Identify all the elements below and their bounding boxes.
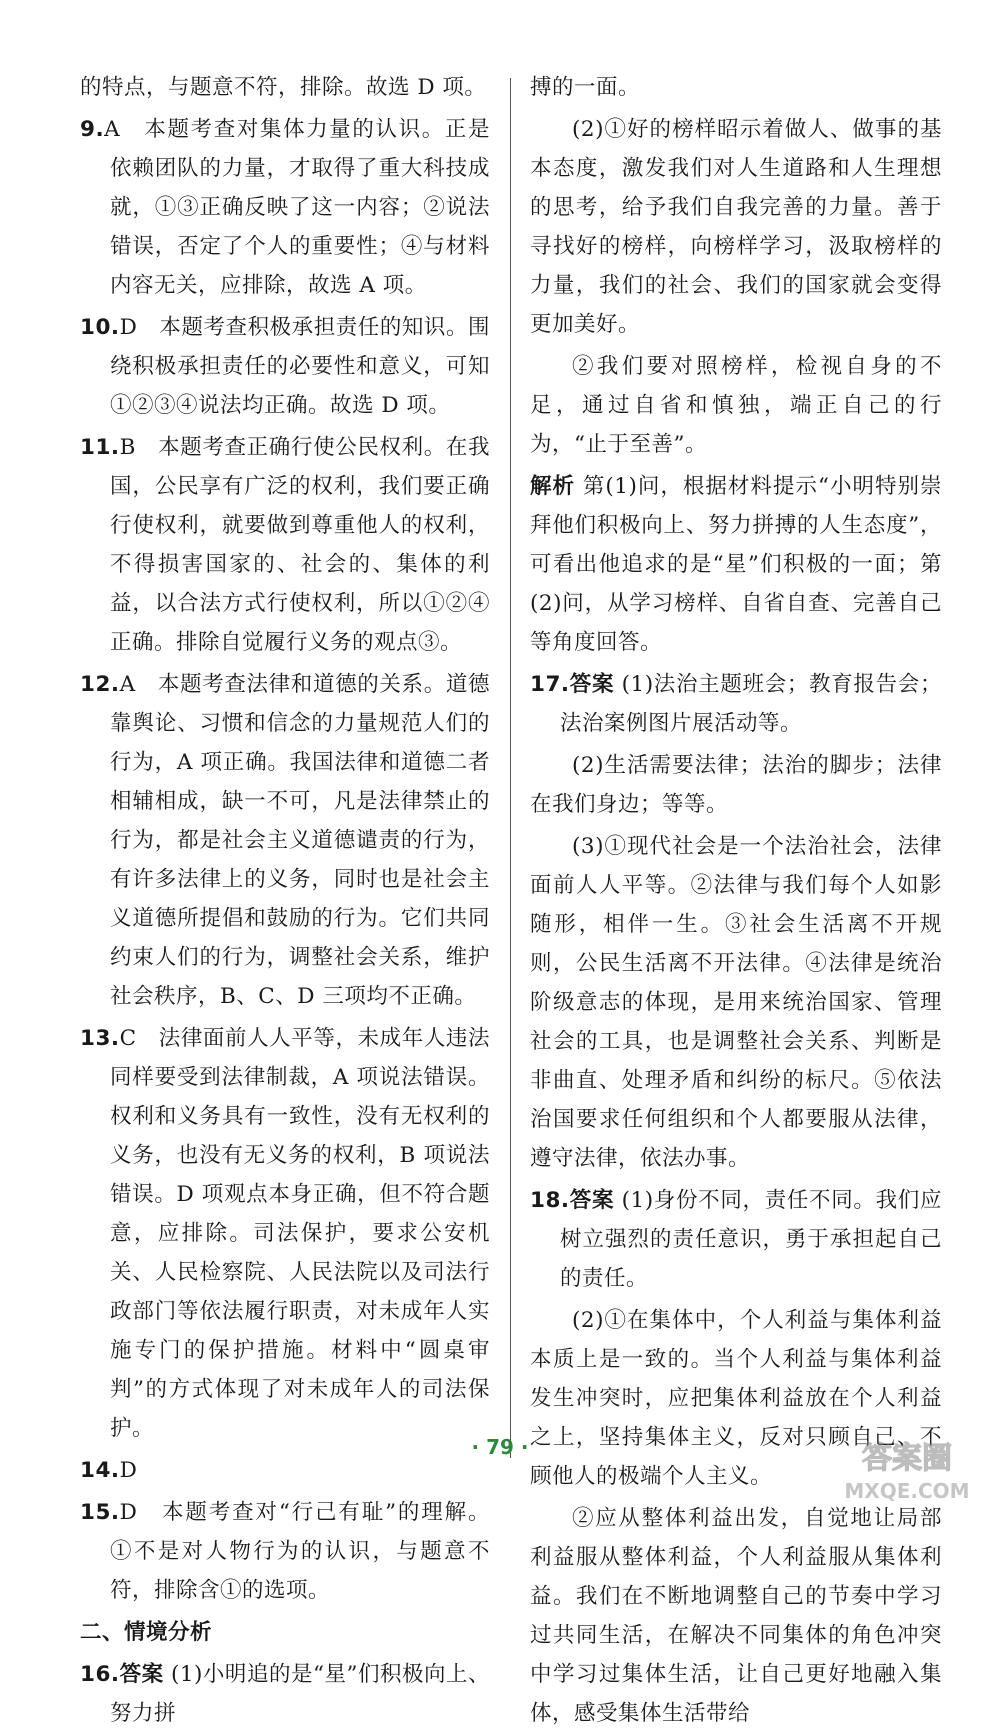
item-text: (1)身份不同，责任不同。我们应树立强烈的责任意识，勇于承担起自己的责任。 bbox=[560, 1188, 942, 1291]
item-number: 14. bbox=[80, 1458, 120, 1483]
answer-item-10 bbox=[80, 308, 490, 425]
answer-label: 答案 bbox=[569, 1188, 615, 1213]
analysis-text: 第(1)问，根据材料提示“小明特别崇拜他们积极向上、努力拼搏的人生态度”，可看出他追求的是“星”们积极的一面；第(2)问，从学习榜样、自省自查、完善自己等角度回答。 bbox=[530, 474, 942, 655]
item-text: D 本题考查积极承担责任的知识。围绕积极承担责任的必要性和意义，可知①②③④说法均正确。故选 D 项。 bbox=[110, 315, 490, 418]
item-text: D 本题考查对“行己有耻”的理解。①不是对人物行为的认识，与题意不符，排除含①的选项。 bbox=[110, 1500, 490, 1603]
item-text: (1)法治主题班会；教育报告会；法治案例图片展活动等。 bbox=[560, 672, 942, 736]
watermark-graphic bbox=[832, 1432, 982, 1504]
left-column bbox=[80, 68, 490, 1736]
answer-item-16 bbox=[80, 1655, 490, 1733]
item-number: 18. bbox=[530, 1188, 570, 1213]
item-number: 15. bbox=[80, 1500, 120, 1525]
item-text: A 本题考查法律和道德的关系。道德靠舆论、习惯和信念的力量规范人们的行为，A 项正确。我国法律和道德二者相辅相成，缺一不可，凡是法律禁止的行为，都是社会主义道德谴责的行为，有许多法律上的义务，同时也是社会主义道德所提倡和鼓励的行为。它们共同约束人们的行为，调整社会关系，维护社会秩序，B、C、D 三项均不正确。 bbox=[110, 672, 490, 1009]
item-number: 12. bbox=[80, 672, 120, 697]
item-text: (1)小明追的是“星”们积极向上、努力拼 bbox=[110, 1662, 490, 1726]
answer-paragraph: (2)生活需要法律；法治的脚步；法律在我们身边；等等。 bbox=[530, 753, 942, 817]
watermark-logo-text: 答案圈 bbox=[862, 1441, 952, 1476]
column-divider bbox=[510, 78, 511, 1458]
answer-paragraph: ②应从整体利益出发，自觉地让局部利益服从整体利益，个人利益服从集体利益。我们在不断地调整自己的节奏中学习过共同生活，在解决不同集体的角色冲突中学习过集体生活，让自己更好地融入集体，感受集体生活带给 bbox=[530, 1506, 942, 1726]
item-text: A 本题考查对集体力量的认识。正是依赖团队的力量，才取得了重大科技成就，①③正确反映了这一内容；②说法错误，否定了个人的重要性；④与材料内容无关，应排除，故选 A 项。 bbox=[104, 117, 490, 298]
answer-label: 答案 bbox=[119, 1662, 164, 1687]
answer-item-15 bbox=[80, 1493, 490, 1610]
item-text: C 法律面前人人平等，未成年人违法同样要受到法律制裁，A 项说法错误。权利和义务具有一致性，没有无权利的义务，也没有无义务的权利，B 项说法错误。D 项观点本身正确，但不符合题意，应排除。司法保护，要求公安机关、人民检察院、人民法院以及司法行政部门等依法履行职责，对未成年人实施专门的保护措施。材料中“圆桌审判”的方式体现了对未成年人的司法保护。 bbox=[110, 1026, 490, 1441]
item-number: 10. bbox=[80, 315, 120, 340]
answer-item-11 bbox=[80, 428, 490, 662]
answer-paragraph: (2)①在集体中，个人利益与集体利益本质上是一致的。当个人利益与集体利益发生冲突时，应把集体利益放在个人利益之上，坚持集体主义，反对只顾自己、不顾他人的极端个人主义。 bbox=[530, 1308, 942, 1489]
answer-item-17 bbox=[530, 665, 942, 743]
continuation-text: 搏的一面。 bbox=[530, 75, 641, 100]
item-text: B 本题考查正确行使公民权利。在我国，公民享有广泛的权利，我们要正确行使权利，就要做到尊重他人的权利，不得损害国家的、社会的、集体的利益，以合法方式行使权利，所以①②④正确。排除自觉履行义务的观点③。 bbox=[110, 435, 490, 655]
page-number: · 79 · bbox=[471, 1435, 529, 1459]
item-number: 11. bbox=[80, 435, 120, 460]
answer-paragraph: (2)①好的榜样昭示着做人、做事的基本态度，激发我们对人生道路和人生理想的思考，给予我们自我完善的力量。善于寻找好的榜样，向榜样学习，汲取榜样的力量，我们的社会、我们的国家就会变得更加美好。 bbox=[530, 117, 942, 337]
answer-paragraph: (3)①现代社会是一个法治社会，法律面前人人平等。②法律与我们每个人如影随形，相伴一生。③社会生活离不开规则，公民生活离不开法律。④法律是统治阶级意志的体现，是用来统治国家、管理社会的工具，也是调整社会关系、判断是非曲直、处理矛盾和纠纷的标尺。⑤依法治国要求任何组织和个人都要服从法律，遵守法律，依法办事。 bbox=[530, 834, 942, 1171]
item-number: 16. bbox=[80, 1662, 120, 1687]
continuation-text: 的特点，与题意不符，排除。故选 D 项。 bbox=[80, 75, 487, 100]
item-number: 13. bbox=[80, 1026, 120, 1051]
answer-label: 答案 bbox=[569, 672, 615, 697]
answer-item-18 bbox=[530, 1181, 942, 1298]
item-number: 17. bbox=[530, 672, 570, 697]
answer-item-9 bbox=[80, 110, 490, 305]
answer-item-12 bbox=[80, 665, 490, 1016]
analysis-paragraph bbox=[530, 467, 942, 662]
analysis-label: 解析 bbox=[530, 474, 576, 499]
watermark-url-text: MXQE.COM bbox=[844, 1479, 970, 1503]
item-text: D bbox=[119, 1458, 138, 1483]
section-heading: 二、情境分析 bbox=[80, 1620, 213, 1645]
answer-paragraph: ②我们要对照榜样，检视自身的不足，通过自省和慎独，端正自己的行为，“止于至善”。 bbox=[530, 354, 942, 457]
watermark-logo bbox=[832, 1432, 982, 1504]
item-number: 9. bbox=[80, 117, 105, 142]
answer-item-13 bbox=[80, 1019, 490, 1448]
